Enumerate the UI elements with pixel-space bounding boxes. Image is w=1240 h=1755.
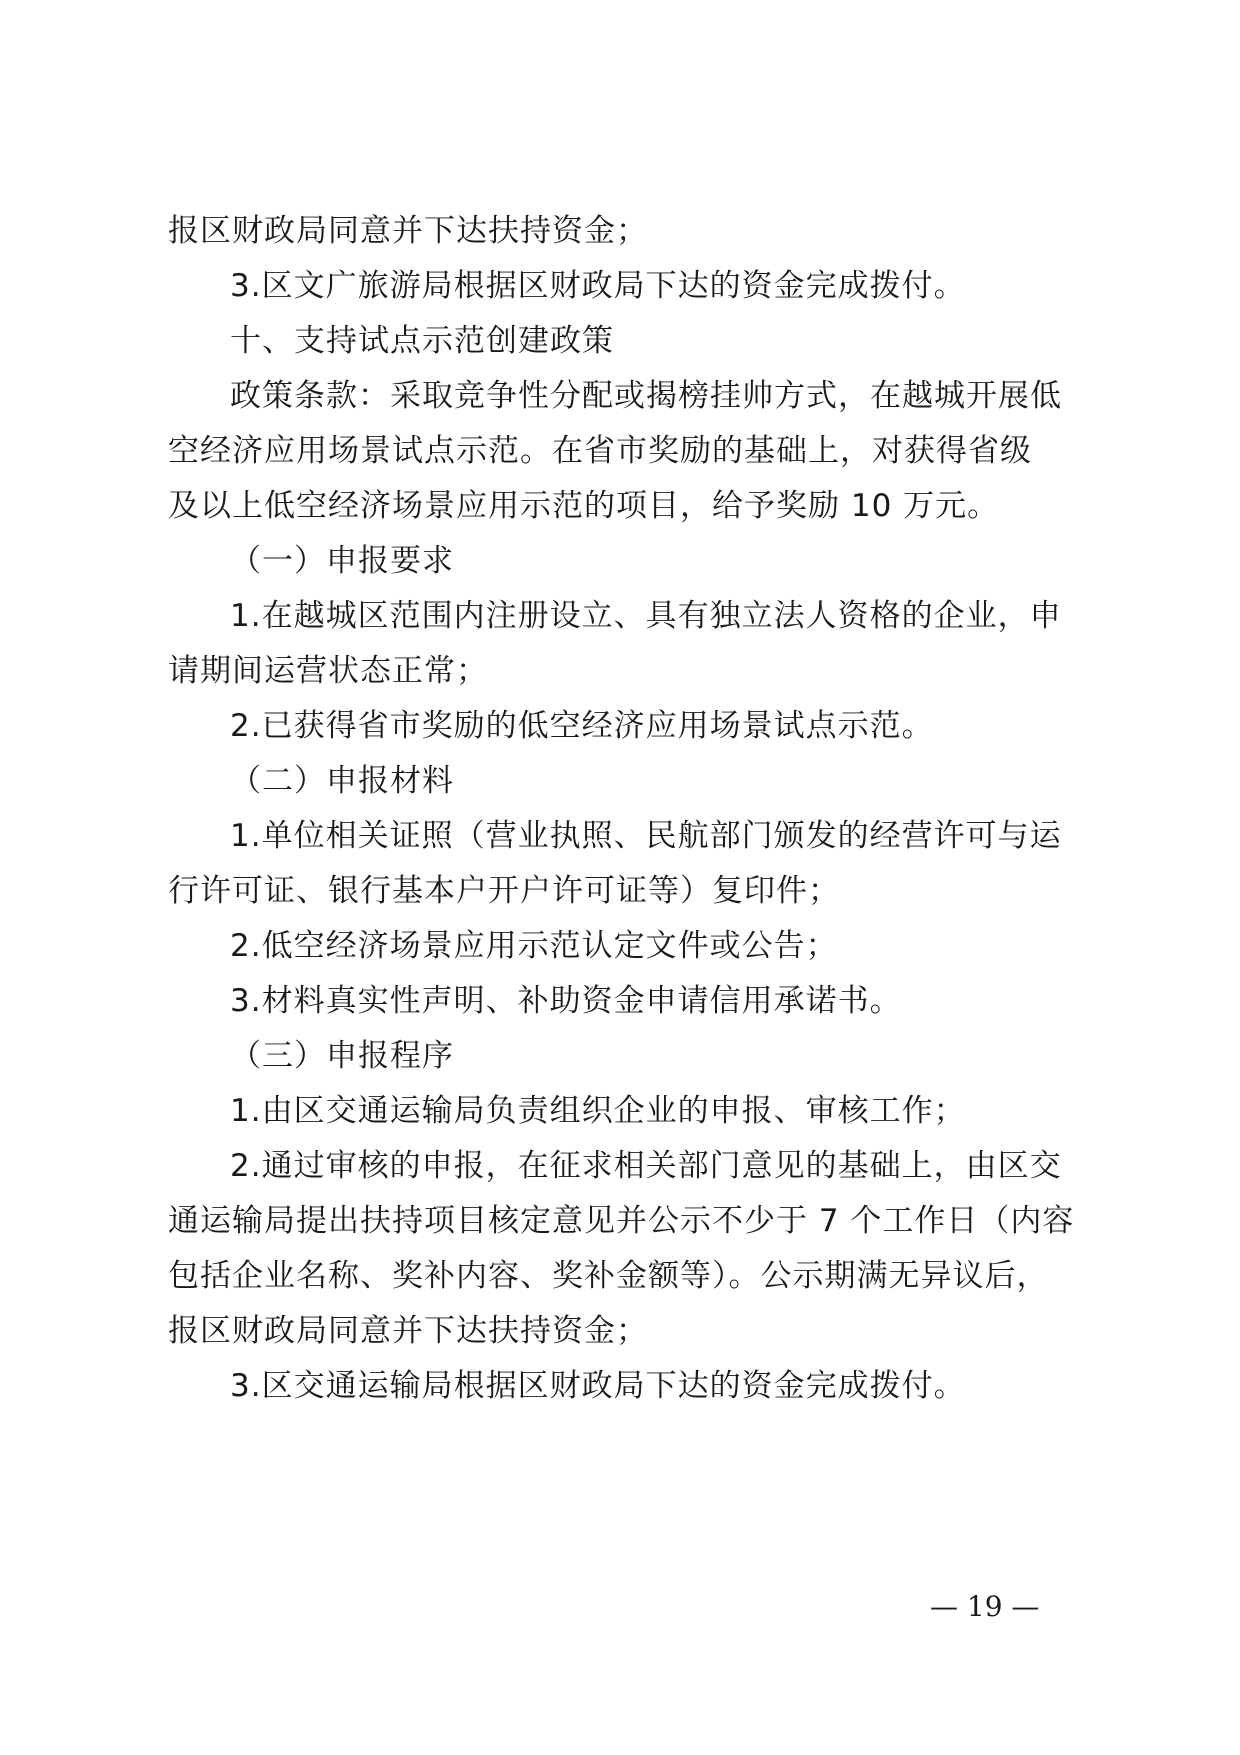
text-line-21: 报区财政局同意并下达扶持资金； bbox=[168, 1313, 648, 1349]
text-line-15: 3.材料真实性声明、补助资金申请信用承诺书。 bbox=[230, 983, 902, 1019]
text-line-12: 1.单位相关证照（营业执照、民航部门颁发的经营许可与运 bbox=[230, 818, 1062, 854]
text-line-20: 包括企业名称、奖补内容、奖补金额等）。公示期满无异议后， bbox=[168, 1258, 1049, 1294]
text-line-22: 3.区交通运输局根据区财政局下达的资金完成拨付。 bbox=[230, 1368, 966, 1404]
text-line-1: 报区财政局同意并下达扶持资金； bbox=[168, 213, 648, 249]
text-line-17: 1.由区交通运输局负责组织企业的申报、审核工作； bbox=[230, 1093, 966, 1129]
text-line-10: 2.已获得省市奖励的低空经济应用场景试点示范。 bbox=[230, 708, 934, 744]
text-line-18: 2.通过审核的申报，在征求相关部门意见的基础上，由区交 bbox=[230, 1148, 1062, 1184]
text-line-4: 政策条款：采取竞争性分配或揭榜挂帅方式，在越城开展低 bbox=[230, 378, 1062, 414]
text-line-13: 行许可证、银行基本户开户许可证等）复印件； bbox=[168, 873, 840, 909]
text-line-8: 1.在越城区范围内注册设立、具有独立法人资格的企业，申 bbox=[230, 598, 1062, 634]
text-line-14: 2.低空经济场景应用示范认定文件或公告； bbox=[230, 928, 838, 964]
text-line-9: 请期间运营状态正常； bbox=[168, 653, 488, 689]
section-heading-10: 十、支持试点示范创建政策 bbox=[230, 323, 614, 359]
subheading-materials: （二）申报材料 bbox=[230, 763, 454, 799]
text-line-5: 空经济应用场景试点示范。在省市奖励的基础上，对获得省级 bbox=[168, 433, 1032, 469]
subheading-requirements: （一）申报要求 bbox=[230, 543, 454, 579]
text-line-19: 通运输局提出扶持项目核定意见并公示不少于 7 个工作日（内容 bbox=[168, 1203, 1075, 1239]
subheading-procedure: （三）申报程序 bbox=[230, 1038, 454, 1074]
text-line-6: 及以上低空经济场景应用示范的项目，给予奖励 10 万元。 bbox=[168, 488, 1000, 524]
text-line-2: 3.区文广旅游局根据区财政局下达的资金完成拨付。 bbox=[230, 268, 966, 304]
page-number: — 19 — bbox=[930, 1590, 1040, 1623]
